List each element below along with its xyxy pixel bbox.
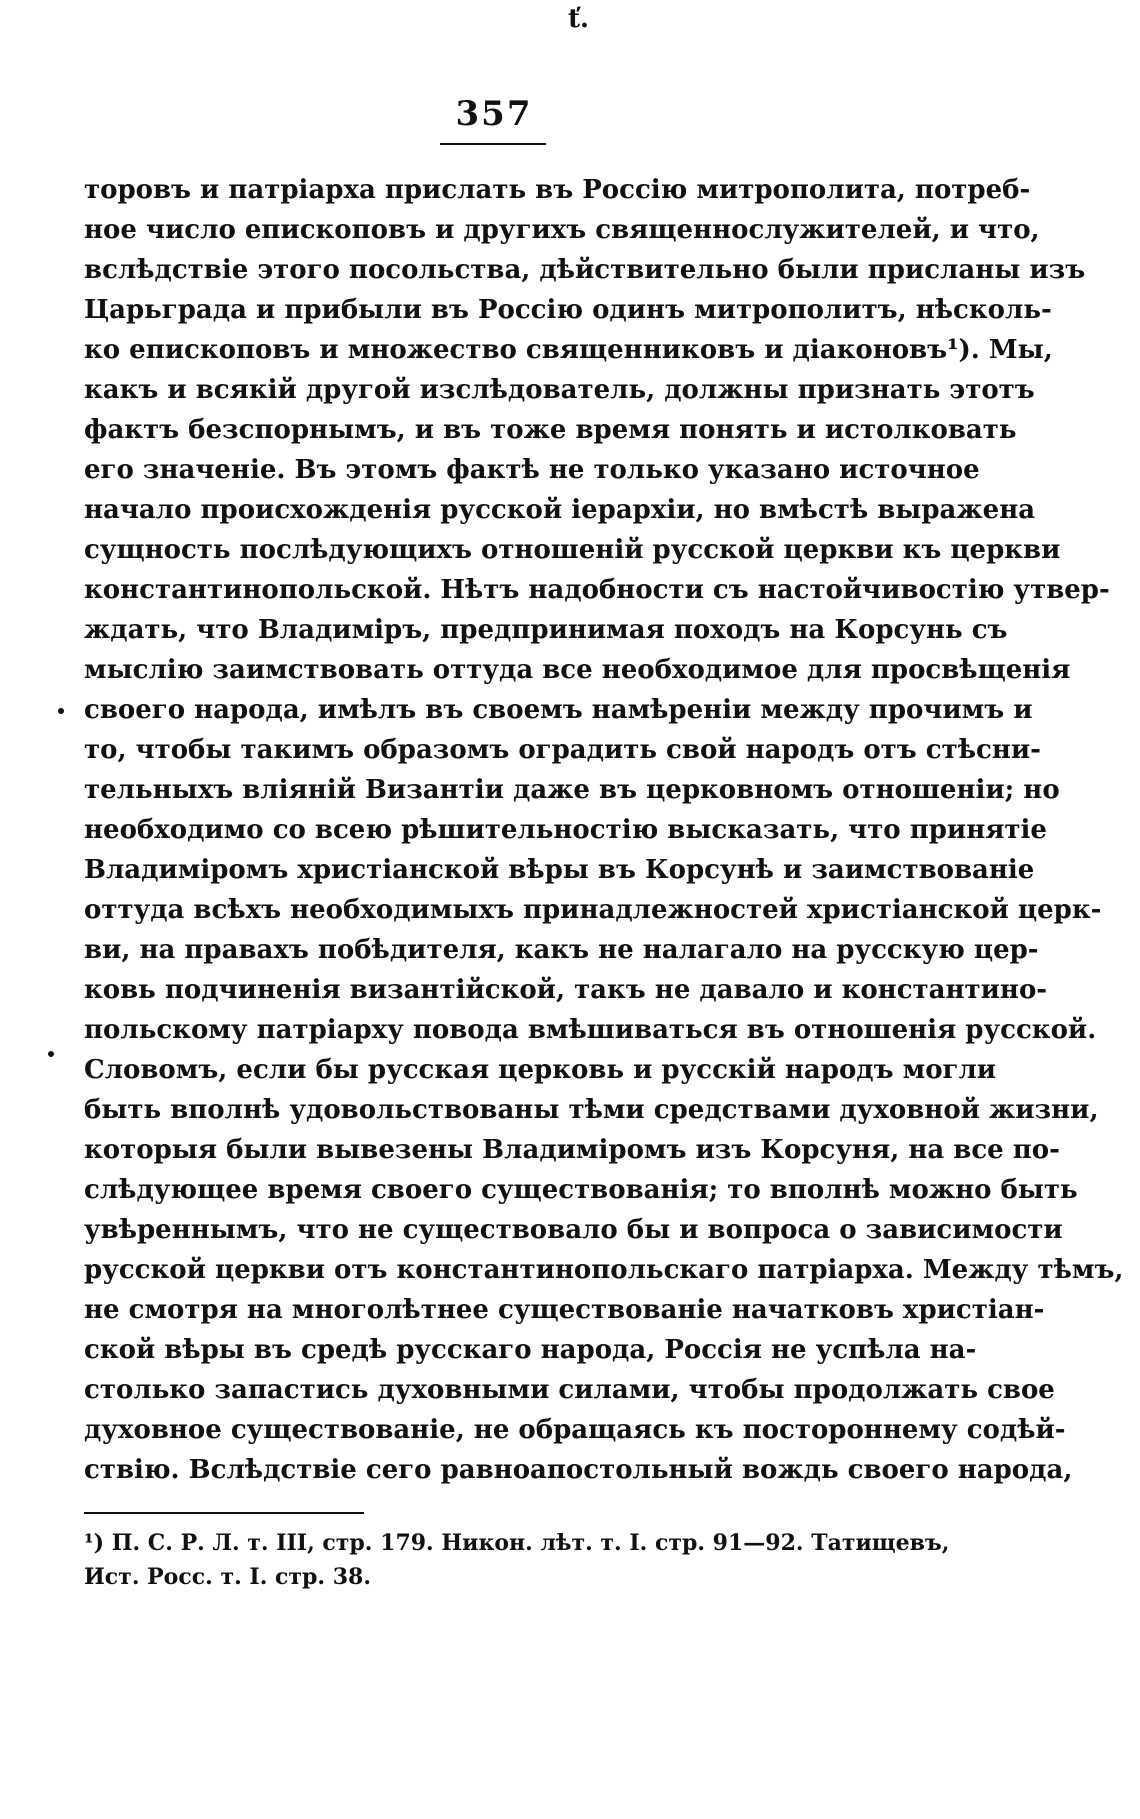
footnote-rule: [84, 1512, 364, 1514]
text-line: константинопольской. Нѣтъ надобности съ настойчивостію утвер-: [84, 575, 1110, 605]
text-line: русской церкви отъ константинопольскаго патріарха. Между тѣмъ,: [84, 1255, 1124, 1285]
text-line: его значеніе. Въ этомъ фактѣ не только указано источное: [84, 455, 980, 485]
text-line: начало происхожденія русской іерархіи, но вмѣстѣ выражена: [84, 495, 1036, 525]
margin-dot: [58, 708, 64, 714]
header-rule: [440, 143, 546, 145]
text-line: фактъ безспорнымъ, и въ тоже время понять и истолковать: [84, 415, 1017, 445]
text-line: вслѣдствіе этого посольства, дѣйствительно были присланы изъ: [84, 255, 1086, 285]
footnotes: [84, 1526, 950, 1594]
footnote-line: Ист. Росс. т. I. стр. 38.: [84, 1564, 372, 1590]
text-line: слѣдующее время своего существованія; то вполнѣ можно быть: [84, 1175, 1078, 1205]
text-line: духовное существованіе, не обращаясь къ постороннему содѣй-: [84, 1415, 1066, 1445]
page-number: 357: [455, 94, 533, 134]
text-line: ное число епископовъ и другихъ священнослужителей, и что,: [84, 215, 1040, 245]
body-text: [84, 170, 1124, 1490]
text-line: оттуда всѣхъ необходимыхъ принадлежностей христіанской церк-: [84, 895, 1102, 925]
text-line: необходимо со всею рѣшительностію высказать, что принятіе: [84, 815, 1047, 845]
text-line: ждать, что Владиміръ, предпринимая походъ на Корсунь съ: [84, 615, 1008, 645]
text-line: ковь подчиненія византійской, такъ не давало и константино-: [84, 975, 1048, 1005]
text-line: мыслію заимствовать оттуда все необходимое для просвѣщенія: [84, 655, 1071, 685]
text-line: торовъ и патріарха прислать въ Россію митрополита, потреб-: [84, 175, 1031, 205]
margin-dot: [48, 1051, 54, 1057]
text-line: какъ и всякій другой изслѣдователь, должны признать этотъ: [84, 375, 1035, 405]
text-line: Словомъ, если бы русская церковь и русскій народъ могли: [84, 1055, 997, 1085]
text-line: ской вѣры въ средѣ русскаго народа, Россія не успѣла на-: [84, 1335, 977, 1365]
footnote-line: ¹) П. С. Р. Л. т. III, стр. 179. Никон. лѣт. т. I. стр. 91—92. Татищевъ,: [84, 1530, 950, 1556]
text-line: ви, на правахъ побѣдителя, какъ не налагало на русскую цер-: [84, 935, 1039, 965]
text-line: ствію. Вслѣдствіе сего равноапостольный вождь своего народа,: [84, 1455, 1073, 1485]
text-line: тельныхъ вліяній Византіи даже въ церковномъ отношеніи; но: [84, 775, 1060, 805]
text-line: то, чтобы такимъ образомъ оградить свой народъ отъ стѣсни-: [84, 735, 1041, 765]
text-line: ко епископовъ и множество священниковъ и діаконовъ¹). Мы,: [84, 335, 1053, 365]
text-line: не смотря на многолѣтнее существованіе начатковъ христіан-: [84, 1295, 1045, 1325]
text-line: увѣреннымъ, что не существовало бы и вопроса о зависимости: [84, 1215, 1063, 1245]
text-line: Владиміромъ христіанской вѣры въ Корсунѣ и заимствованіе: [84, 855, 1035, 885]
text-line: столько запастись духовными силами, чтобы продолжать свое: [84, 1375, 1055, 1405]
text-line: польскому патріарху повода вмѣшиваться въ отношенія русской.: [84, 1015, 1097, 1045]
text-line: быть вполнѣ удовольствованы тѣми средствами духовной жизни,: [84, 1095, 1099, 1125]
text-line: своего народа, имѣлъ въ своемъ намѣреніи между прочимъ и: [84, 695, 1033, 725]
text-line: которыя были вывезены Владиміромъ изъ Корсуня, на все по-: [84, 1135, 1060, 1165]
text-line: сущность послѣдующихъ отношеній русской церкви къ церкви: [84, 535, 1061, 565]
top-mark: ť.: [568, 4, 590, 34]
text-line: Царьграда и прибыли въ Россію одинъ митрополитъ, нѣсколь-: [84, 295, 1052, 325]
